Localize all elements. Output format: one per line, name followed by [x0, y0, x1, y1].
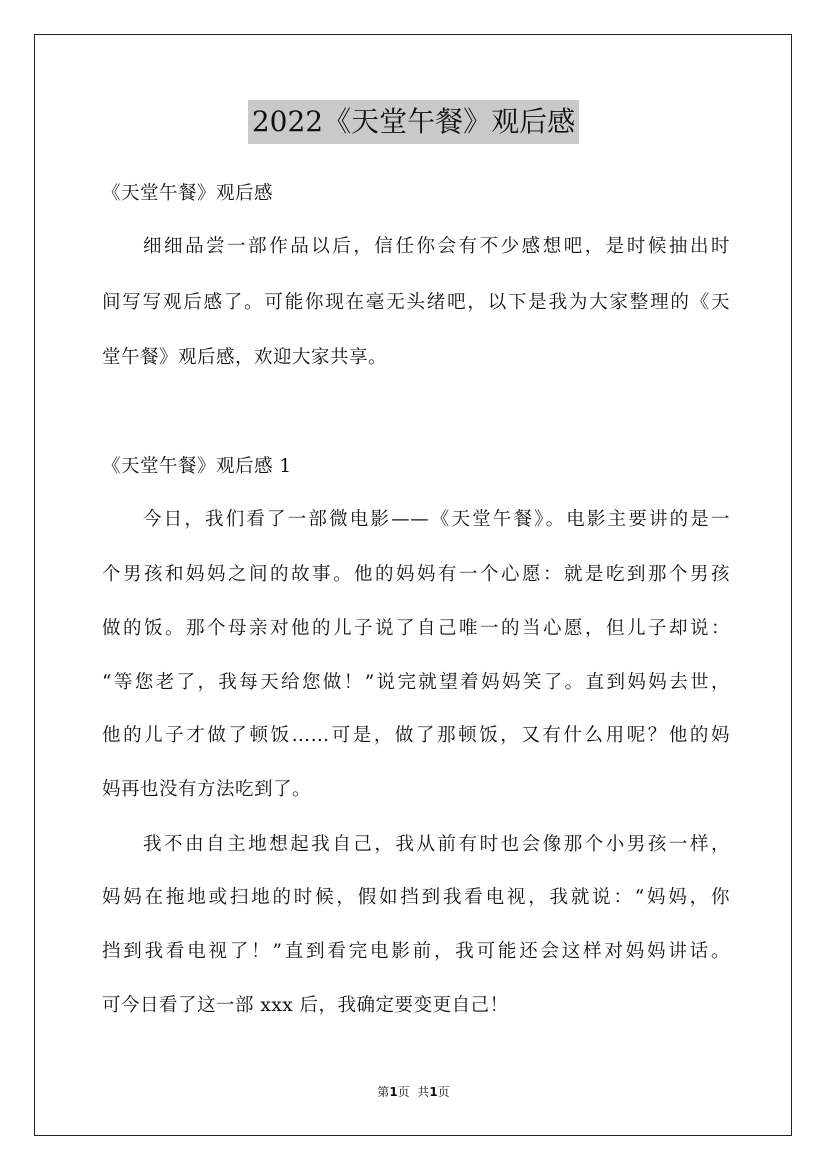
section-heading: 《天堂午餐》观后感 1 [102, 456, 292, 477]
footer-page-suffix: 页 [437, 1085, 450, 1099]
para1-line-2: 个男孩和妈妈之间的故事。他的妈妈有一个心愿：就是吃到那个男孩 [102, 564, 730, 585]
para2-line-4: 可今日看了这一部 xxx 后，我确定要变更自己！ [102, 995, 509, 1016]
para1-line-3: 做的饭。那个母亲对他的儿子说了自己唯一的当心愿，但儿子却说： [102, 618, 730, 639]
para2-line-1: 我不由自主地想起我自己，我从前有时也会像那个小男孩一样， [143, 834, 730, 855]
para1-line-5: 他的儿子才做了顿饭……可是，做了那顿饭，又有什么用呢？他的妈 [102, 725, 730, 746]
intro-heading: 《天堂午餐》观后感 [102, 183, 274, 204]
intro-line-3: 堂午餐》观后感，欢迎大家共享。 [102, 347, 388, 368]
intro-line-2: 间写写观后感了。可能你现在毫无头绪吧，以下是我为大家整理的《天 [102, 292, 730, 313]
page-footer [0, 1083, 827, 1100]
footer-page-total: 1 [429, 1085, 438, 1099]
footer-page-mid: 页 共 [397, 1085, 430, 1099]
para2-line-3: 挡到我看电视了！”直到看完电影前，我可能还会这样对妈妈讲话。 [102, 941, 730, 962]
intro-line-1: 细细品尝一部作品以后，信任你会有不少感想吧，是时候抽出时 [143, 236, 730, 257]
title-container [0, 100, 827, 144]
footer-page-prefix: 第 [377, 1085, 390, 1099]
footer-page-current: 1 [389, 1085, 398, 1099]
para1-line-1: 今日，我们看了一部微电影——《天堂午餐》。电影主要讲的是一 [143, 509, 730, 530]
document-title: 2022《天堂午餐》观后感 [248, 100, 579, 144]
para1-line-6: 妈再也没有方法吃到了。 [102, 779, 312, 800]
para1-line-4: “等您老了，我每天给您做！”说完就望着妈妈笑了。直到妈妈去世， [102, 672, 730, 693]
para2-line-2: 妈妈在拖地或扫地的时候，假如挡到我看电视，我就说：“妈妈，你 [102, 887, 730, 908]
